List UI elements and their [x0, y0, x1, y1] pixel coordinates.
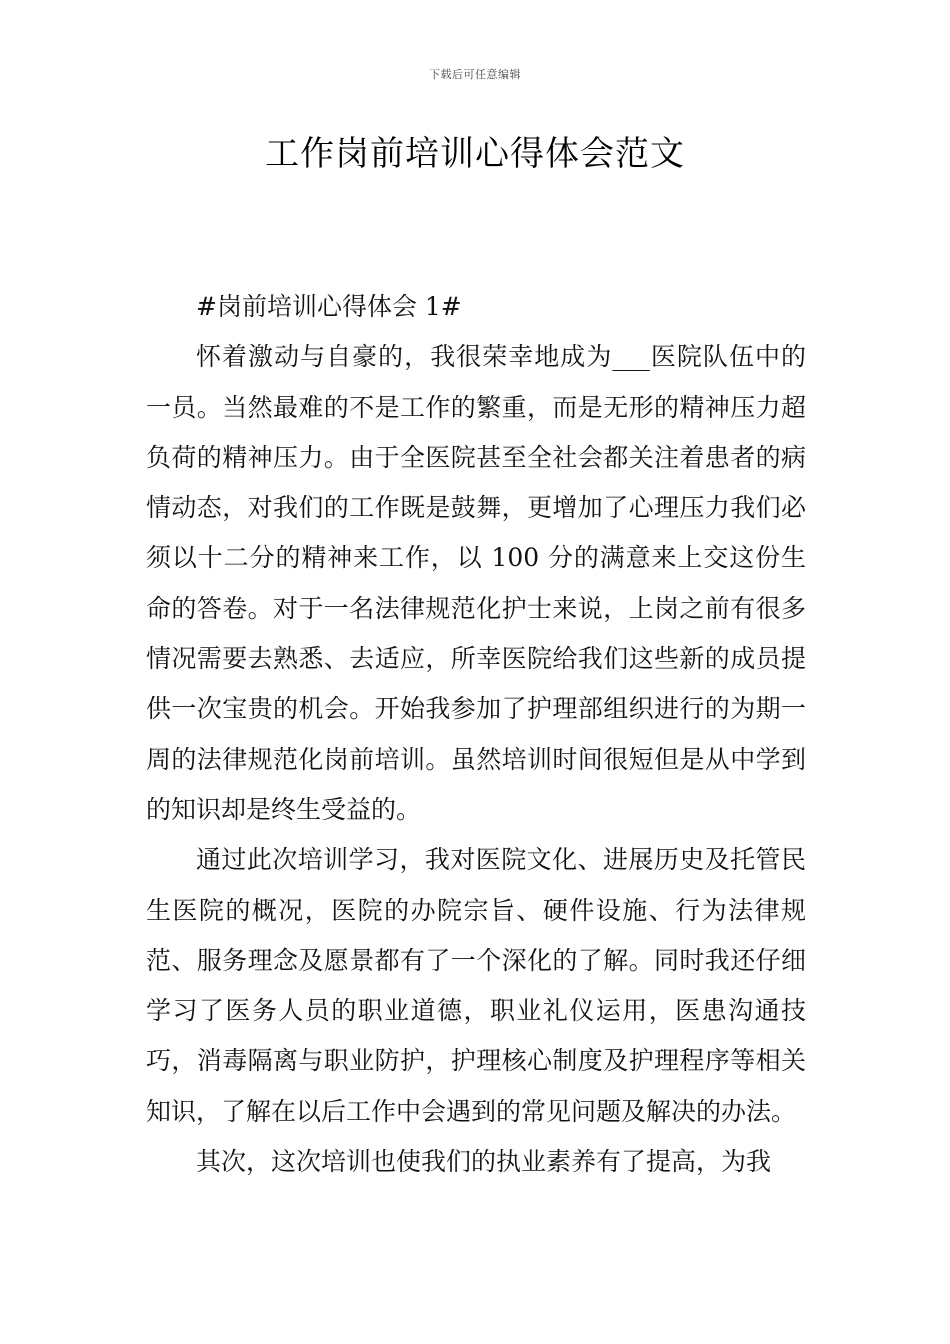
paragraph: 其次，这次培训也使我们的执业素养有了提高，为我: [196, 1147, 772, 1177]
section-heading: #岗前培训心得体会 1#: [196, 292, 462, 321]
document-body: [146, 282, 806, 1187]
paragraph: 通过此次培训学习，我对医院文化、进展历史及托管民生医院的概况，医院的办院宗旨、硬件设施、行为法律规范、服务理念及愿景都有了一个深化的了解。同时我还仔细学习了医务人员的职业道德，职业礼仪运用，医患沟通技巧，消毒隔离与职业防护，护理核心制度及护理程序等相关知识，了解在以后工作中会遇到的常见问题及解决的办法。: [146, 845, 806, 1126]
paragraph: 怀着激动与自豪的，我很荣幸地成为___医院队伍中的一员。当然最难的不是工作的繁重，而是无形的精神压力超负荷的精神压力。由于全医院甚至全社会都关注着患者的病情动态，对我们的工作既是鼓舞，更增加了心理压力我们必须以十二分的精神来工作，以 100 分的满意来上交这份生命的答卷。对于一名法律规范化护士来说，上岗之前有很多情况需要去熟悉、去适应，所幸医院给我们这些新的成员提供一次宝贵的机会。开始我参加了护理部组织进行的为期一周的法律规范化岗前培训。虽然培训时间很短但是从中学到的知识却是终生受益的。: [146, 342, 806, 824]
document-title: 工作岗前培训心得体会范文: [265, 134, 685, 174]
header-note: 下载后可任意编辑: [429, 68, 521, 81]
